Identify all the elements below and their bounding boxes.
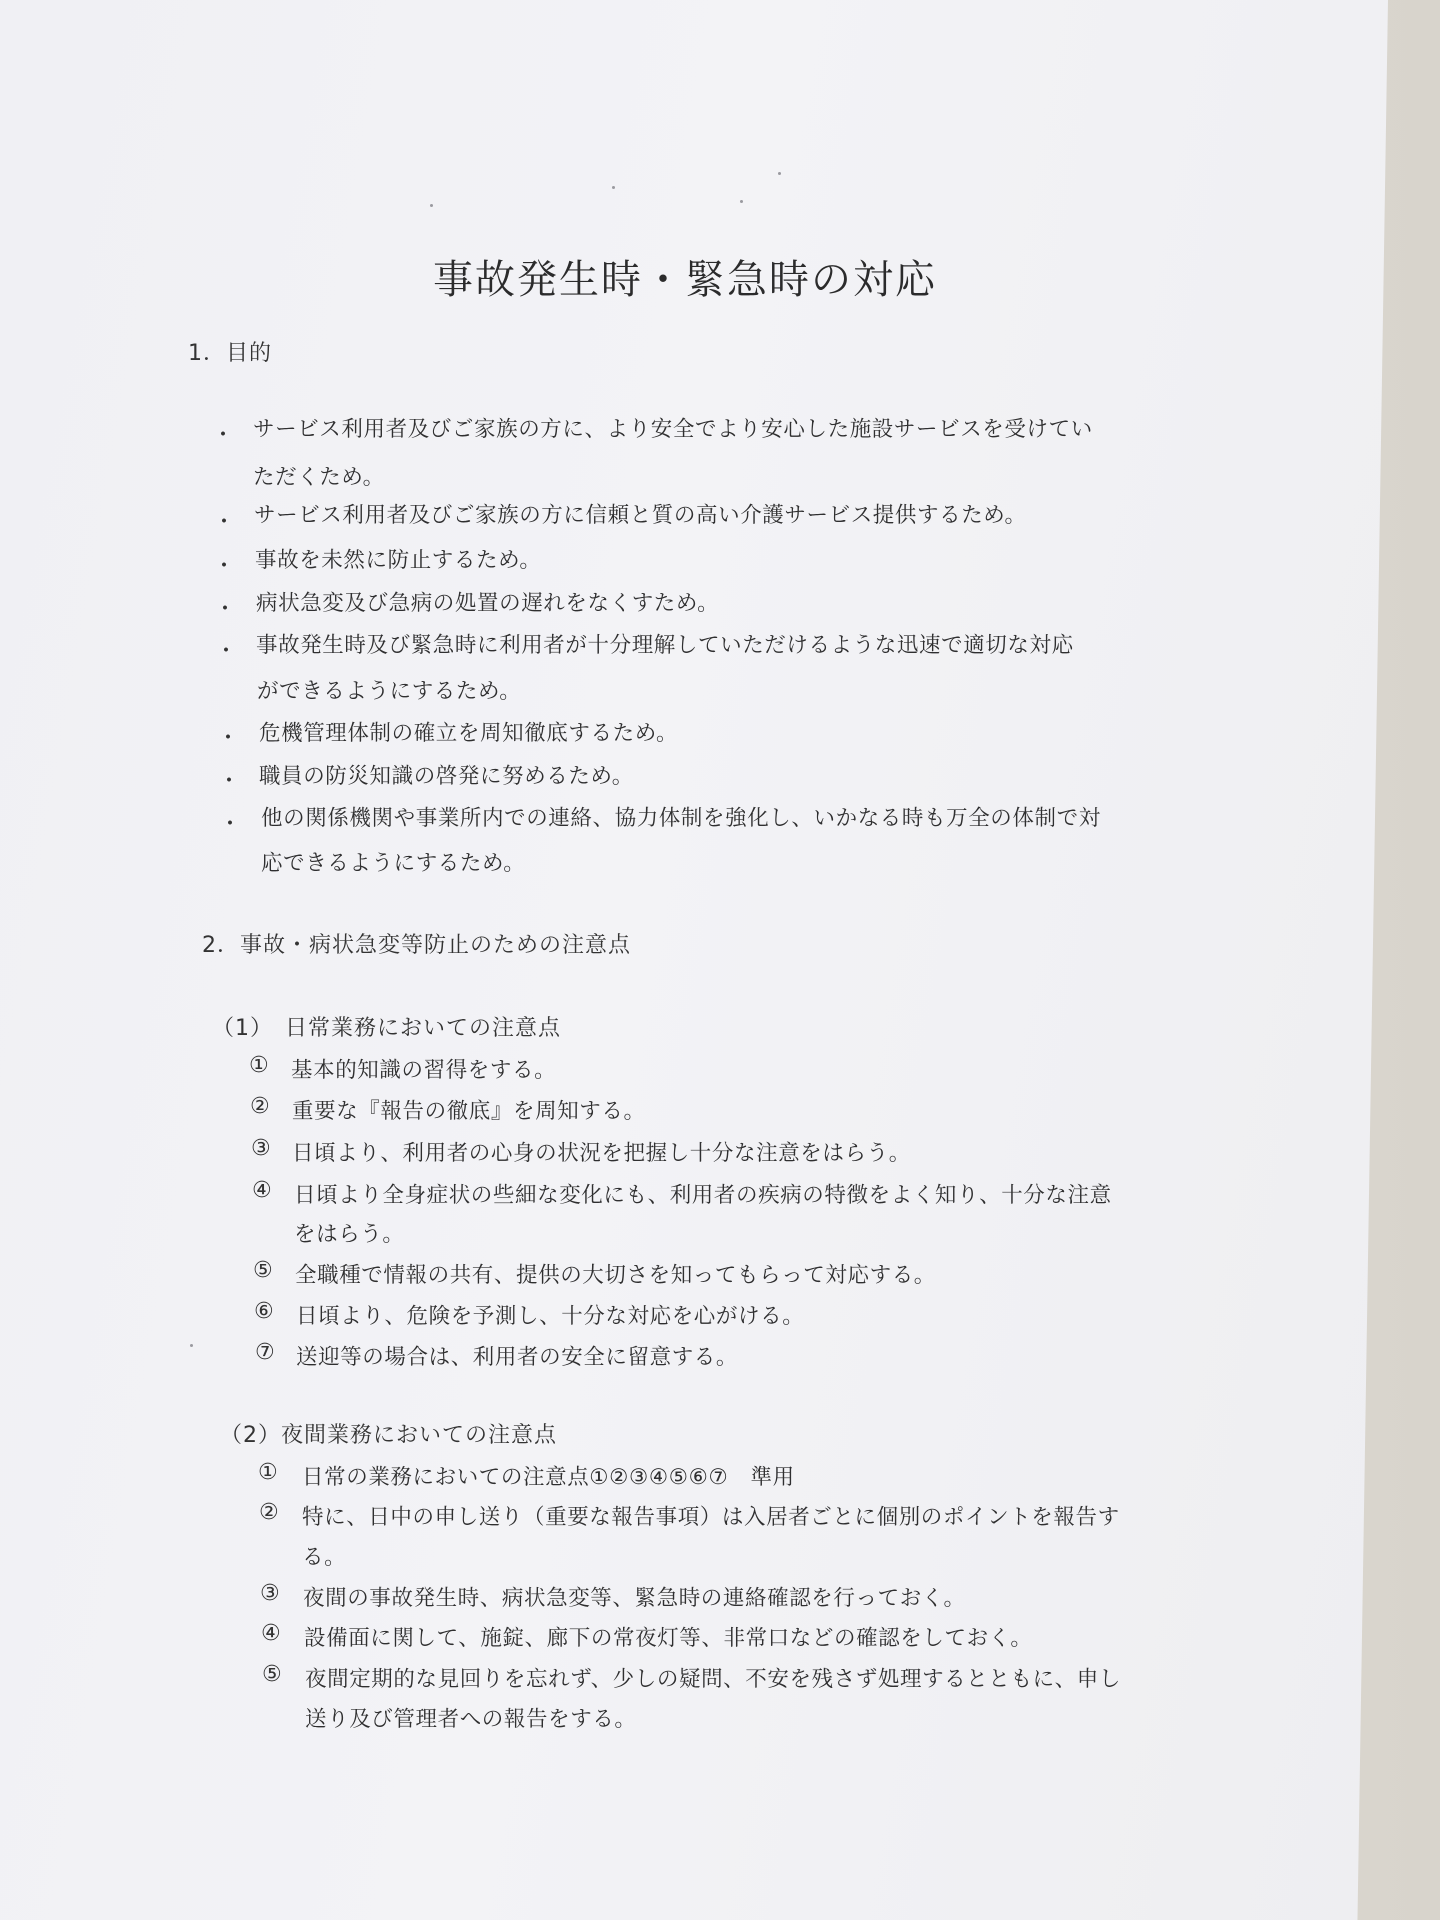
list-number: ② xyxy=(250,1094,270,1119)
purpose-item-3-line-1: 事故を未然に防止するため。 xyxy=(255,548,542,573)
daily-item-6-line-1: 日頃より、危険を予測し、十分な対応を心がける。 xyxy=(296,1304,805,1329)
document-title: 事故発生時・緊急時の対応 xyxy=(433,257,937,303)
night-item-4-line-1: 設備面に関して、施錠、廊下の常夜灯等、非常口などの確認をしておく。 xyxy=(304,1626,1033,1651)
bullet-marker: ・ xyxy=(219,812,242,837)
night-item-1-line-1: 日常の業務においての注意点①②③④⑤⑥⑦ 準用 xyxy=(302,1465,795,1490)
list-number: ④ xyxy=(261,1621,281,1646)
daily-item-3-line-1: 日頃より、利用者の心身の状況を把握し十分な注意をはらう。 xyxy=(292,1141,911,1166)
section-heading-purpose: 1．目的 xyxy=(188,341,272,366)
subsection-heading-night: （2）夜間業務においての注意点 xyxy=(220,1423,557,1448)
night-item-3-line-1: 夜間の事故発生時、病状急変等、緊急時の連絡確認を行っておく。 xyxy=(303,1586,966,1611)
purpose-item-5-line-2: ができるようにするため。 xyxy=(257,679,522,704)
list-number: ① xyxy=(249,1053,269,1078)
bullet-marker: ・ xyxy=(213,510,236,535)
purpose-item-4-line-1: 病状急変及び急病の処置の遅れをなくすため。 xyxy=(256,591,720,616)
paper-speck xyxy=(430,204,433,207)
daily-item-1-line-1: 基本的知識の習得をする。 xyxy=(291,1058,557,1083)
night-item-5-line-2: 送り及び管理者への報告をする。 xyxy=(305,1707,637,1732)
list-number: ④ xyxy=(252,1178,272,1203)
list-number: ⑥ xyxy=(254,1299,274,1324)
bullet-marker: ・ xyxy=(213,554,236,579)
bullet-marker: ・ xyxy=(214,597,237,622)
night-item-5-line-1: 夜間定期的な見回りを忘れず、少しの疑問、不安を残さず処理するとともに、申し xyxy=(305,1667,1121,1692)
section-heading-precautions: 2．事故・病状急変等防止のための注意点 xyxy=(202,933,631,958)
paper-speck xyxy=(740,200,743,203)
daily-item-5-line-1: 全職種で情報の共有、提供の大切さを知ってもらって対応する。 xyxy=(295,1263,936,1288)
daily-item-4-line-2: をはらう。 xyxy=(294,1222,405,1247)
paper-speck xyxy=(778,172,781,175)
subsection-heading-daily: （1） 日常業務においての注意点 xyxy=(212,1016,561,1041)
purpose-item-1-line-1: サービス利用者及びご家族の方に、より安全でより安心した施設サービスを受けてい xyxy=(253,417,1093,442)
paper-speck xyxy=(612,186,615,189)
daily-item-2-line-1: 重要な『報告の徹底』を周知する。 xyxy=(292,1099,646,1124)
purpose-item-8-line-2: 応できるようにするため。 xyxy=(261,851,526,876)
night-item-2-line-2: る。 xyxy=(302,1545,347,1570)
bullet-marker: ・ xyxy=(218,769,241,794)
night-item-2-line-1: 特に、日中の申し送り（重要な報告事項）は入居者ごとに個別のポイントを報告す xyxy=(302,1505,1120,1530)
purpose-item-2-line-1: サービス利用者及びご家族の方に信頼と質の高い介護サービス提供するため。 xyxy=(254,503,1027,528)
list-number: ③ xyxy=(260,1581,280,1606)
bullet-marker: ・ xyxy=(212,423,235,448)
list-number: ⑦ xyxy=(255,1340,275,1365)
daily-item-7-line-1: 送迎等の場合は、利用者の安全に留意する。 xyxy=(296,1345,739,1370)
paper-speck xyxy=(190,1344,193,1347)
purpose-item-8-line-1: 他の関係機関や事業所内での連絡、協力体制を強化し、いかなる時も万全の体制で対 xyxy=(261,806,1101,831)
list-number: ⑤ xyxy=(253,1258,273,1283)
bullet-marker: ・ xyxy=(217,726,240,751)
list-number: ⑤ xyxy=(262,1662,282,1687)
daily-item-4-line-1: 日頃より全身症状の些細な変化にも、利用者の疾病の特徴をよく知り、十分な注意 xyxy=(294,1183,1112,1208)
purpose-item-7-line-1: 職員の防災知識の啓発に努めるため。 xyxy=(259,764,634,789)
bullet-marker: ・ xyxy=(215,639,238,664)
purpose-item-1-line-2: ただくため。 xyxy=(253,465,385,490)
purpose-item-5-line-1: 事故発生時及び緊急時に利用者が十分理解していただけるような迅速で適切な対応 xyxy=(256,633,1074,658)
purpose-item-6-line-1: 危機管理体制の確立を周知徹底するため。 xyxy=(259,721,679,746)
list-number: ① xyxy=(258,1460,278,1485)
list-number: ② xyxy=(259,1500,279,1525)
list-number: ③ xyxy=(251,1136,271,1161)
